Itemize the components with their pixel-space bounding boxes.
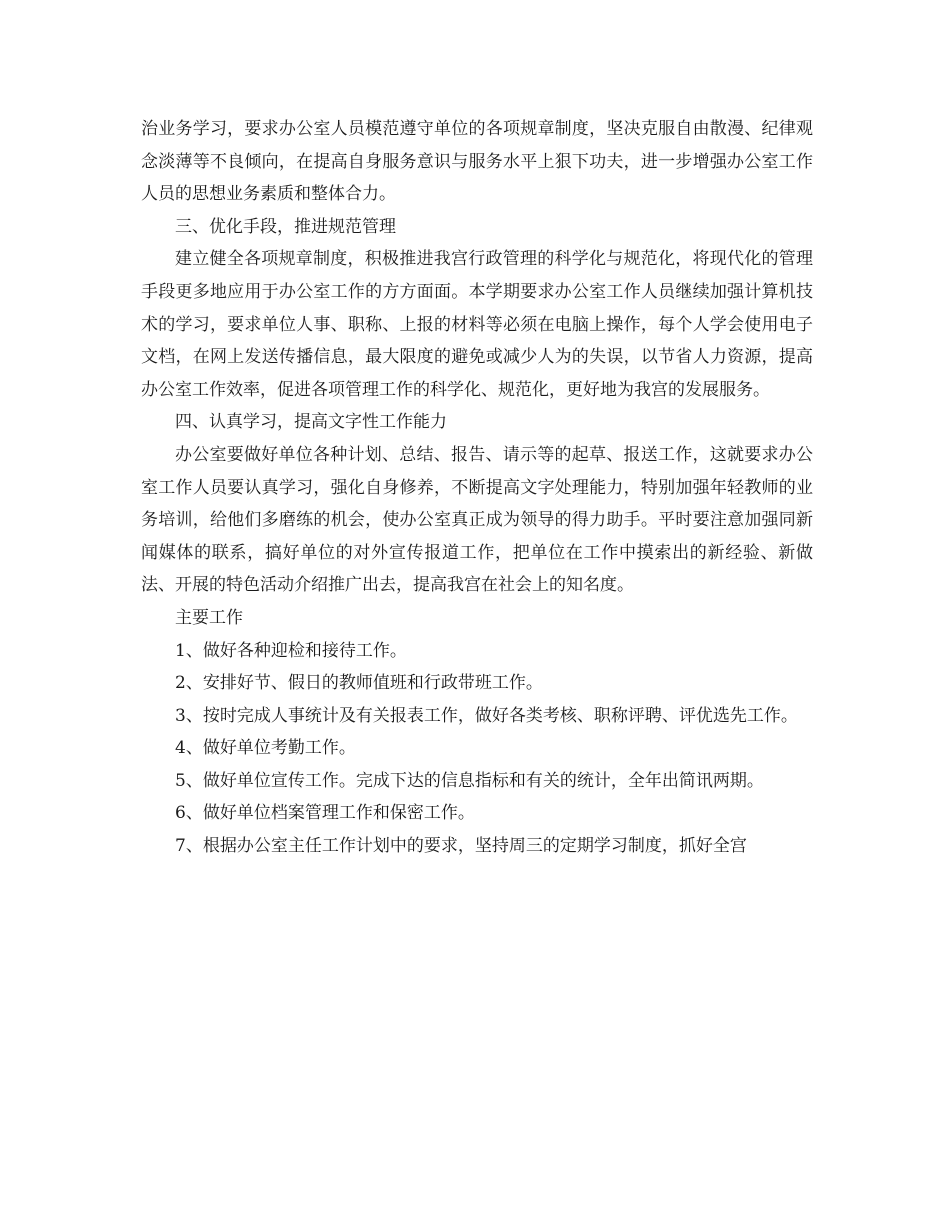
list-item-7: 7、根据办公室主任工作计划中的要求，坚持周三的定期学习制度，抓好全宫 [175,836,747,857]
section-heading-3: 三、优化手段，推进规范管理 [175,216,396,237]
document-body [141,113,813,863]
list-item-1: 1、做好各种迎检和接待工作。 [175,640,407,661]
list-item-3: 3、按时完成人事统计及有关报表工作，做好各类考核、职称评聘、评优选先工作。 [175,705,798,726]
list-item-4: 4、做好单位考勤工作。 [175,738,356,759]
section-heading-main-work: 主要工作 [175,607,243,628]
list-item-2: 2、安排好节、假日的教师值班和行政带班工作。 [175,673,543,694]
list-item-6: 6、做好单位档案管理工作和保密工作。 [175,803,475,824]
section-heading-4: 四、认真学习，提高文字性工作能力 [175,412,447,433]
paragraph-4: 办公室要做好单位各种计划、总结、报告、请示等的起草、报送工作，这就要求办公室工作人员要认真学习，强化自身修养，不断提高文字处理能力，特别加强年轻教师的业务培训，给他们多磨练的机会，使办公室真正成为领导的得力助手。平时要注意加强同新闻媒体的联系，搞好单位的对外宣传报道工作，把单位在工作中摸索出的新经验、新做法、开展的特色活动介绍推广出去，提高我宫在社会上的知名度。 [141,444,813,596]
list-item-5: 5、做好单位宣传工作。完成下达的信息指标和有关的统计，全年出简讯两期。 [175,770,764,791]
paragraph-continued: 治业务学习，要求办公室人员模范遵守单位的各项规章制度，坚决克服自由散漫、纪律观念淡薄等不良倾向，在提高自身服务意识与服务水平上狠下功夫，进一步增强办公室工作人员的思想业务素质和整体合力。 [141,119,813,205]
paragraph-3: 建立健全各项规章制度，积极推进我宫行政管理的科学化与规范化，将现代化的管理手段更多地应用于办公室工作的方方面面。本学期要求办公室工作人员继续加强计算机技术的学习，要求单位人事、职称、上报的材料等必须在电脑上操作，每个人学会使用电子文档，在网上发送传播信息，最大限度的避免或减少人为的失误，以节省人力资源，提高办公室工作效率，促进各项管理工作的科学化、规范化，更好地为我宫的发展服务。 [141,249,813,400]
